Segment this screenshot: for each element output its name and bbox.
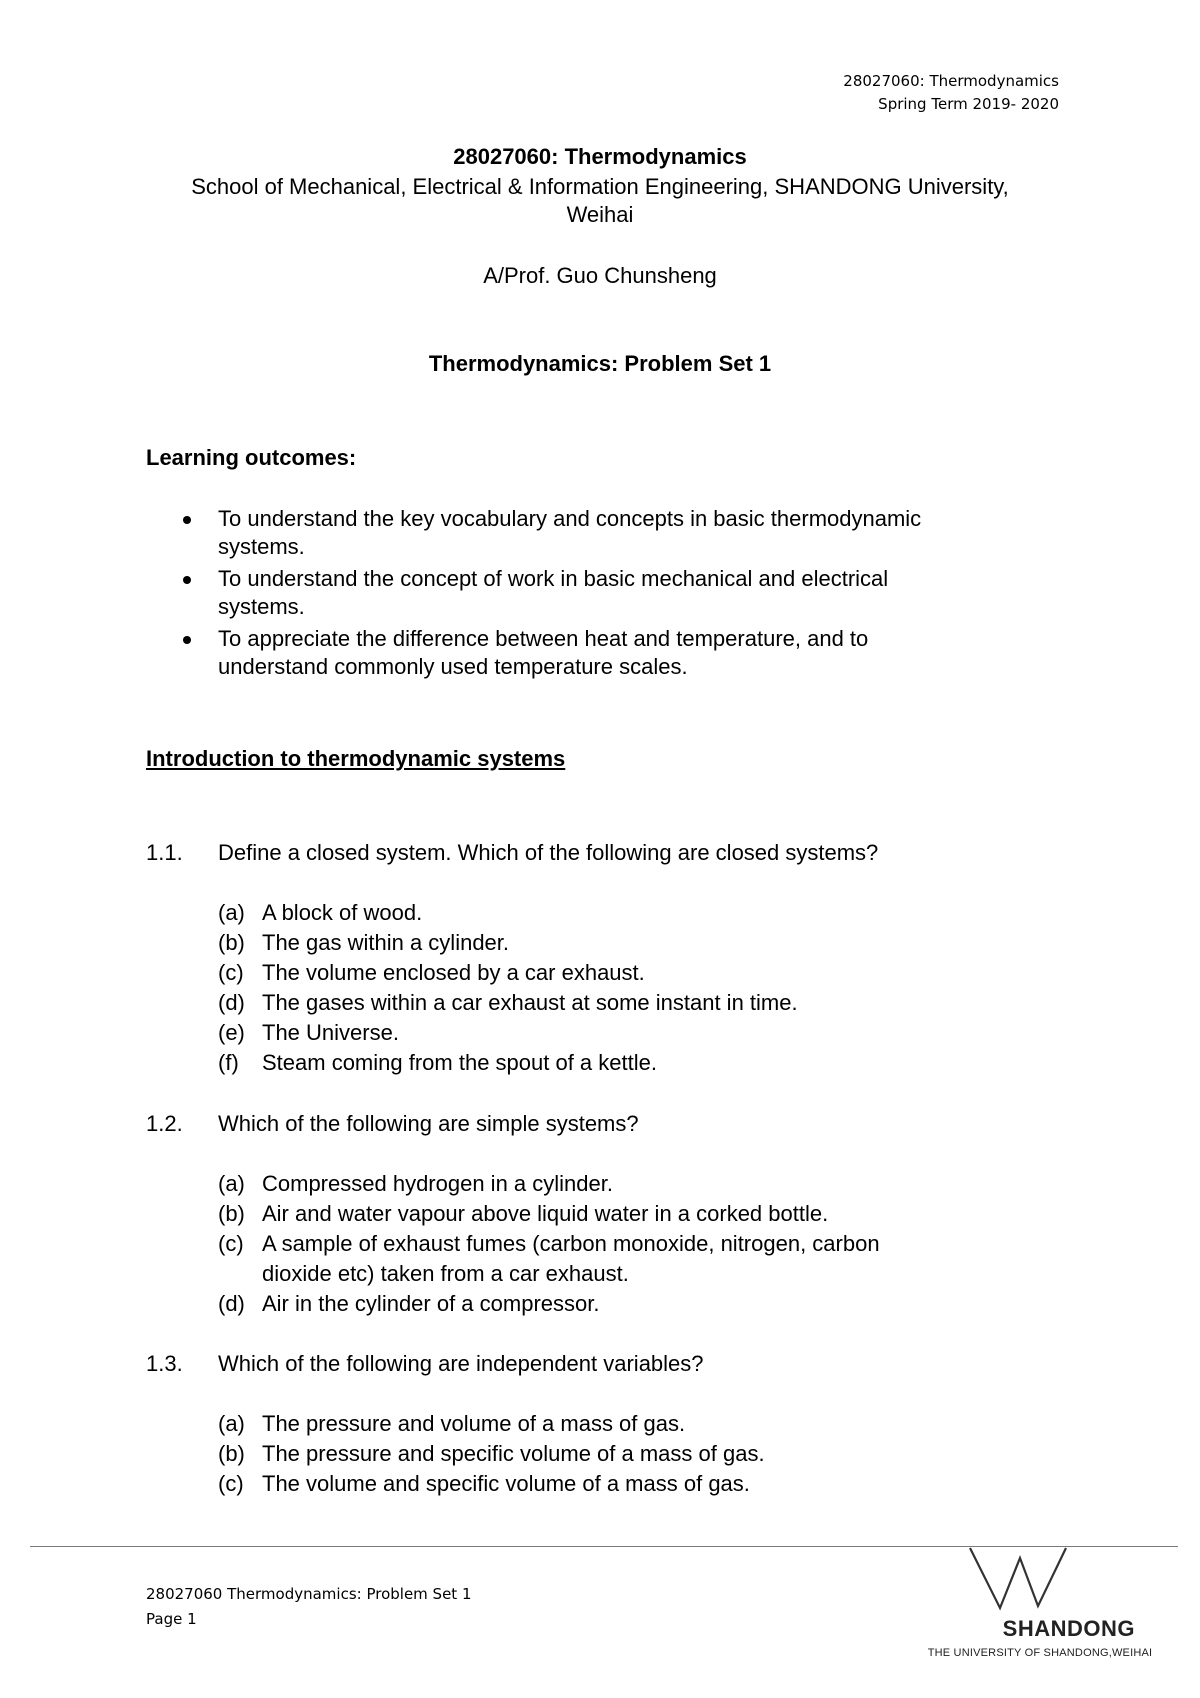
option-label: (b)	[218, 930, 245, 955]
question-text: Define a closed system. Which of the following are closed systems?	[218, 840, 879, 865]
school-line-1: School of Mechanical, Electrical & Information Engineering, SHANDONG University,	[191, 174, 1009, 199]
option-text: Compressed hydrogen in a cylinder.	[262, 1171, 613, 1196]
option-label: (b)	[218, 1201, 245, 1226]
outcome-2-line-2: systems.	[218, 594, 305, 619]
bullet-icon	[183, 516, 191, 524]
option-text: The volume enclosed by a car exhaust.	[262, 960, 645, 985]
footer-page-number: Page 1	[146, 1610, 197, 1628]
option-label: (c)	[218, 1471, 244, 1496]
option-label: (f)	[218, 1050, 239, 1075]
outcome-1-line-2: systems.	[218, 534, 305, 559]
option-text: A block of wood.	[262, 900, 423, 925]
learning-outcomes-heading: Learning outcomes:	[146, 445, 357, 470]
section-heading: Introduction to thermodynamic systems	[146, 746, 566, 771]
option-text: The gas within a cylinder.	[262, 930, 510, 955]
option-label: (a)	[218, 900, 245, 925]
option-text: The gases within a car exhaust at some instant in time.	[262, 990, 798, 1015]
option-text: The Universe.	[262, 1020, 399, 1045]
outcome-3-line-2: understand commonly used temperature scales.	[218, 654, 688, 679]
question-number: 1.1.	[146, 840, 183, 865]
logo-subtitle: THE UNIVERSITY OF SHANDONG,WEIHAI	[927, 1647, 1153, 1659]
option-text: Air in the cylinder of a compressor.	[262, 1291, 600, 1316]
option-label: (a)	[218, 1171, 245, 1196]
option-text: A sample of exhaust fumes (carbon monoxide, nitrogen, carbon	[262, 1231, 880, 1256]
instructor: A/Prof. Guo Chunsheng	[483, 263, 717, 288]
option-label: (d)	[218, 990, 245, 1015]
logo-wordmark: SHANDONG	[1002, 1616, 1135, 1641]
option-label: (c)	[218, 960, 244, 985]
question-text: Which of the following are independent variables?	[218, 1351, 704, 1376]
problem-set-title: Thermodynamics: Problem Set 1	[428, 351, 772, 376]
option-text: The pressure and specific volume of a mass of gas.	[262, 1441, 765, 1466]
school-line-2: Weihai	[566, 202, 634, 227]
option-label: (d)	[218, 1291, 245, 1316]
course-title: 28027060: Thermodynamics	[453, 144, 747, 169]
question-number: 1.2.	[146, 1111, 183, 1136]
outcome-1-line-1: To understand the key vocabulary and concepts in basic thermodynamic	[218, 506, 922, 531]
option-text-continued: dioxide etc) taken from a car exhaust.	[262, 1261, 629, 1286]
bullet-icon	[183, 636, 191, 644]
option-label: (a)	[218, 1411, 245, 1436]
outcome-2-line-1: To understand the concept of work in basic mechanical and electrical	[218, 566, 889, 591]
question-number: 1.3.	[146, 1351, 183, 1376]
header-term: Spring Term 2019- 2020	[878, 95, 1059, 113]
option-label: (b)	[218, 1441, 245, 1466]
option-text: Steam coming from the spout of a kettle.	[262, 1050, 657, 1075]
option-label: (c)	[218, 1231, 244, 1256]
option-text: The pressure and volume of a mass of gas.	[262, 1411, 686, 1436]
question-text: Which of the following are simple systems?	[218, 1111, 639, 1136]
w-mark-icon	[910, 1546, 1170, 1616]
footer-document-title: 28027060 Thermodynamics: Problem Set 1	[146, 1585, 472, 1603]
university-logo	[910, 1546, 1170, 1676]
bullet-icon	[183, 576, 191, 584]
option-text: The volume and specific volume of a mass of gas.	[262, 1471, 750, 1496]
outcome-3-line-1: To appreciate the difference between heat and temperature, and to	[218, 626, 869, 651]
option-label: (e)	[218, 1020, 245, 1045]
header-course: 28027060: Thermodynamics	[843, 72, 1059, 90]
option-text: Air and water vapour above liquid water in a corked bottle.	[262, 1201, 829, 1226]
